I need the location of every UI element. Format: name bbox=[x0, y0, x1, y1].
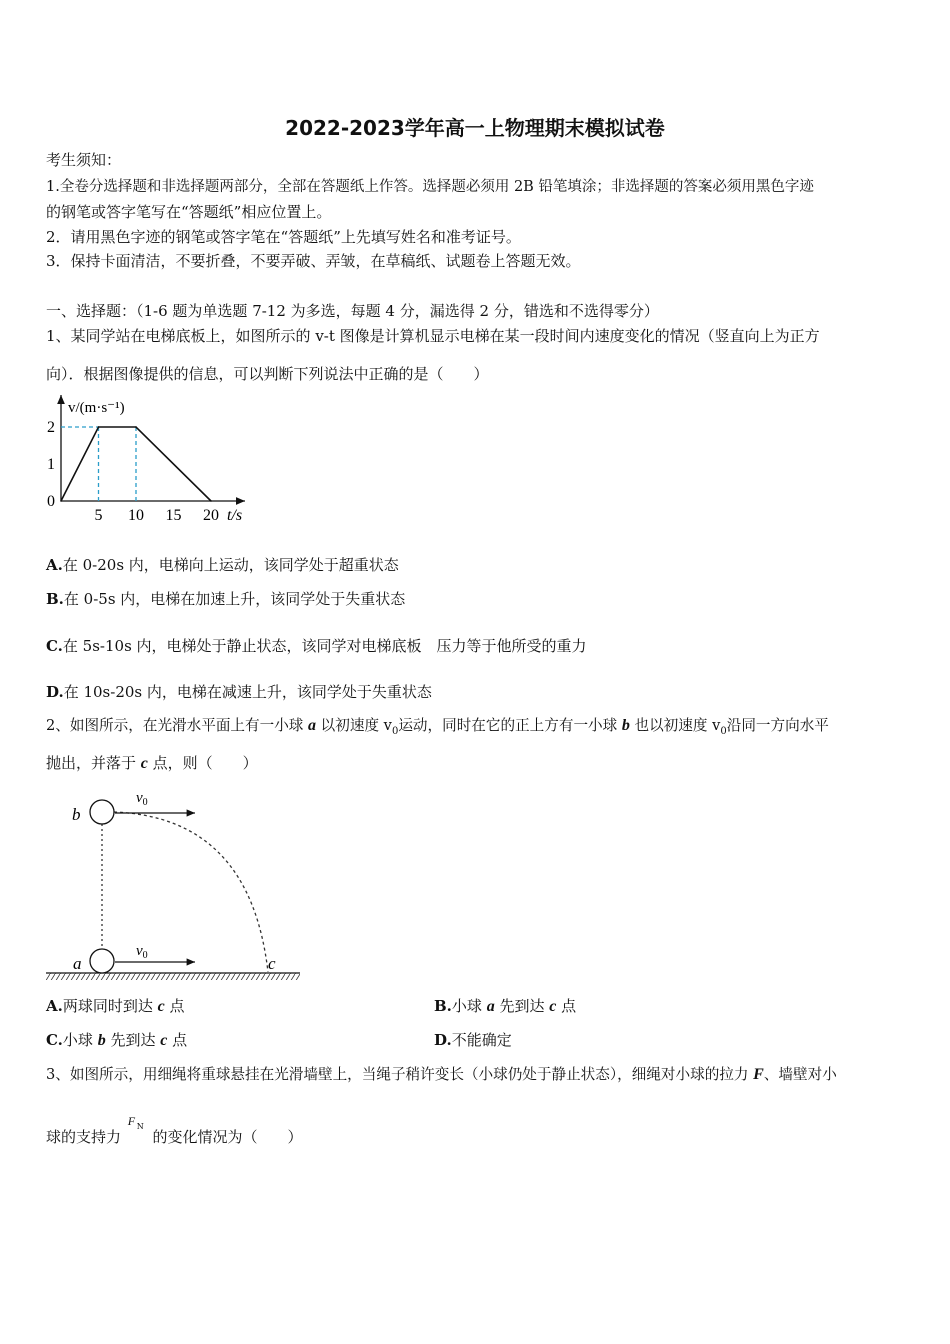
q1-option-a-label: A. bbox=[46, 556, 63, 574]
vt-chart bbox=[40, 392, 260, 528]
q1-option-d-text: 在 10s-20s 内，电梯在减速上升，该同学处于失重状态 bbox=[63, 683, 432, 701]
var-b: b bbox=[621, 717, 630, 734]
section-heading: 一、选择题：（1-6 题为单选题 7-12 为多选，每题 4 分，漏选得 2 分，错选和不选得零分） bbox=[46, 302, 659, 320]
q1-option-c[interactable] bbox=[46, 636, 587, 656]
q2-stem: 2、如图所示，在光滑水平面上有一小球 a 以初速度 $v_0$运动，同时在它的正上方有一小球 b 也以初速度 $v_0$沿同一方向水平 bbox=[46, 717, 829, 737]
q1-option-d-label: D. bbox=[46, 683, 64, 701]
data-point bbox=[135, 426, 137, 428]
symbol-FN: F N bbox=[127, 1114, 144, 1131]
q1-option-b[interactable] bbox=[46, 589, 405, 609]
q1-option-d[interactable] bbox=[46, 682, 432, 702]
notice-item-1-cont: 的钢笔或答字笔写在“答题纸”相应位置上。 bbox=[46, 203, 332, 221]
var-a: a bbox=[308, 717, 317, 734]
q1-option-c-label: C. bbox=[46, 637, 63, 655]
x-tick-label: 20 bbox=[203, 507, 219, 524]
label-a: a bbox=[73, 954, 82, 973]
var-F: F bbox=[753, 1066, 764, 1083]
q1-option-c-text: 在 5s-10s 内，电梯处于静止状态，该同学对电梯底板 压力等于他所受的重力 bbox=[62, 637, 587, 655]
q1-stem: 1、某同学站在电梯底板上，如图所示的 v-t 图像是计算机显示电梯在某一段时间内速度变化的情况（竖直向上为正方 bbox=[46, 327, 820, 345]
q1-stem-cont: 向）．根据图像提供的信息，可以判断下列说法中正确的是（ ） bbox=[46, 365, 489, 383]
y-tick-label: 0 bbox=[47, 493, 55, 510]
x-tick-label: 10 bbox=[128, 507, 144, 524]
q1-option-b-label: B. bbox=[46, 590, 64, 608]
q3-stem-cont: 球的支持力 F N 的变化情况为（ ） bbox=[46, 1114, 303, 1146]
var-c: c bbox=[140, 755, 148, 772]
notice-item-3: 3．保持卡面清洁，不要折叠，不要弄破、弄皱，在草稿纸、试题卷上答题无效。 bbox=[46, 252, 581, 270]
y-tick-label: 1 bbox=[47, 456, 55, 473]
q1-option-a-text: 在 0-20s 内，电梯向上运动，该同学处于超重状态 bbox=[62, 556, 399, 574]
y-axis-label: v/(m·s⁻¹) bbox=[68, 400, 125, 416]
label-c: c bbox=[268, 954, 276, 973]
exam-title: 2022-2023学年高一上物理期末模拟试卷 bbox=[285, 116, 665, 140]
x-tick-label: 5 bbox=[94, 507, 103, 524]
label-v0-bottom: $v_0$ bbox=[136, 943, 148, 961]
q2-option-a[interactable]: A.两球同时到达 c 点 bbox=[46, 997, 185, 1015]
x-tick-label: 15 bbox=[165, 507, 182, 524]
x-axis-label: t/s bbox=[227, 507, 243, 524]
data-point bbox=[98, 426, 100, 428]
q1-option-b-text: 在 0-5s 内，电梯在加速上升，该同学处于失重状态 bbox=[63, 590, 406, 608]
ball-b bbox=[90, 800, 114, 824]
q2-option-b[interactable]: B.小球 a 先到达 c 点 bbox=[434, 997, 577, 1015]
data-point bbox=[210, 500, 212, 502]
projectile-diagram bbox=[40, 782, 310, 986]
ball-a bbox=[90, 949, 114, 973]
notice-item-2: 2．请用黑色字迹的钢笔或答字笔在“答题纸”上先填写姓名和准考证号。 bbox=[46, 228, 521, 246]
q2-option-c[interactable]: C.小球 b 先到达 c 点 bbox=[46, 1031, 188, 1049]
y-tick-label: 2 bbox=[47, 419, 55, 436]
q3-stem: 3、如图所示，用细绳将重球悬挂在光滑墙壁上，当绳子稍许变长（小球仍处于静止状态），细绳对小球的拉力 F、墙壁对小 bbox=[46, 1066, 837, 1083]
ground-hatch bbox=[46, 973, 300, 980]
label-v0-top: $v_0$ bbox=[136, 790, 148, 808]
q1-option-a[interactable] bbox=[46, 555, 399, 575]
q2-stem-cont: 抛出，并落于 c 点，则（ ） bbox=[46, 754, 258, 772]
label-b: b bbox=[72, 805, 81, 824]
notice-item-1: 1.全卷分选择题和非选择题两部分，全部在答题纸上作答。选择题必须用 2B 铅笔填涂；非选择题的答案必须用黑色字迹 bbox=[46, 179, 814, 195]
notice-heading: 考生须知： bbox=[46, 151, 122, 169]
q2-option-d[interactable]: D.不能确定 bbox=[434, 1031, 512, 1049]
data-point bbox=[60, 500, 62, 502]
